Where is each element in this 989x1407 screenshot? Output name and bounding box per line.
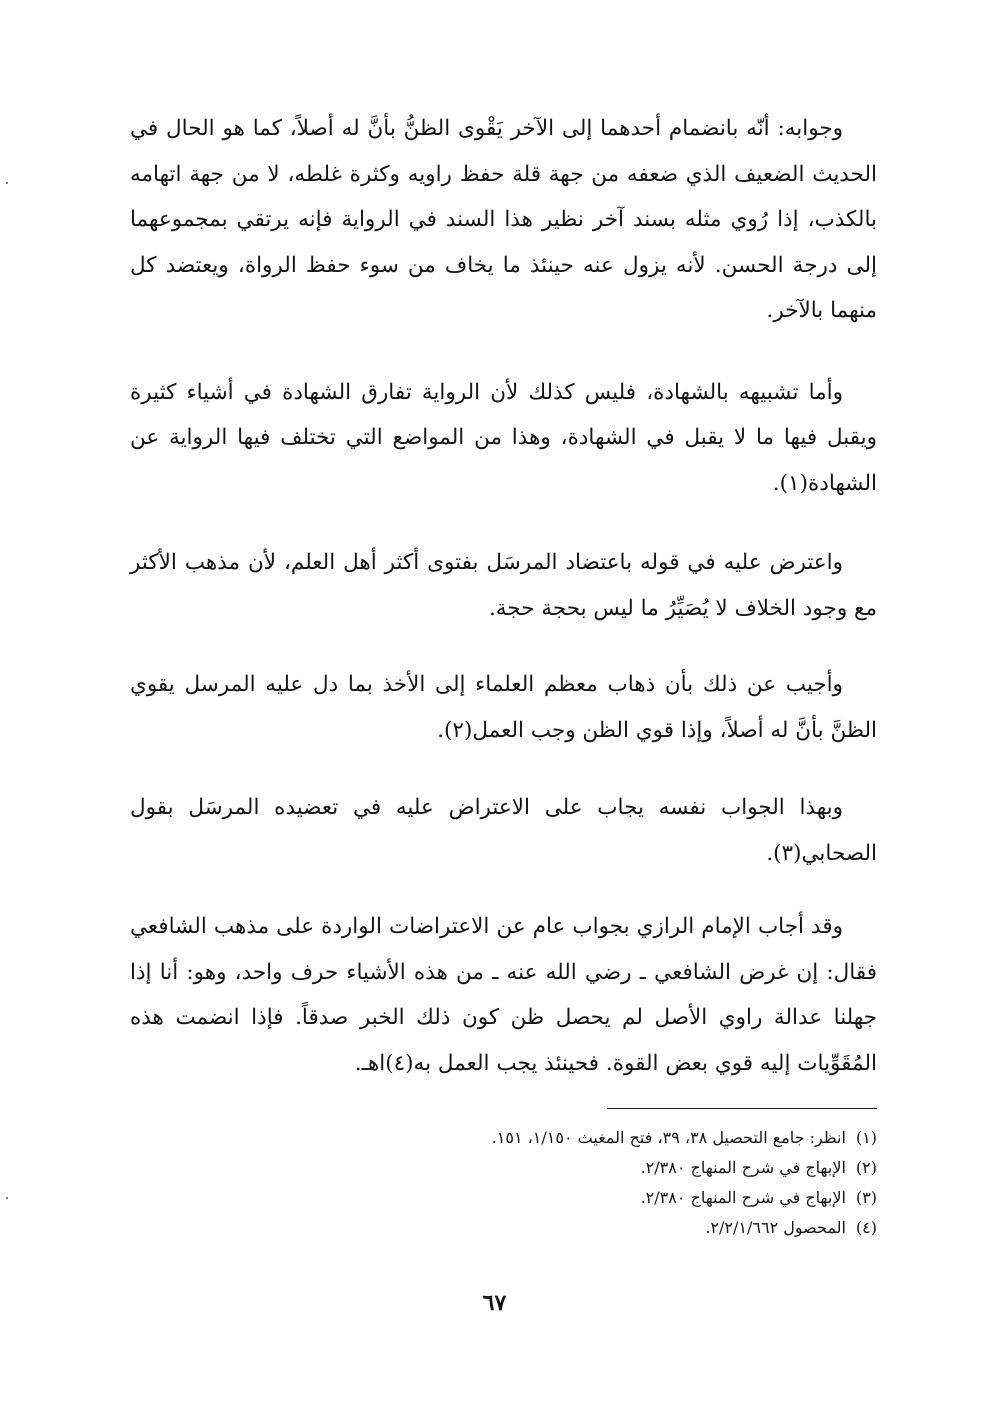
footnote-4 — [130, 1213, 877, 1243]
footnote-1 — [130, 1123, 877, 1153]
footnote-number: (٤) — [855, 1218, 877, 1237]
footnote-number: (٣) — [855, 1188, 877, 1207]
page-number: ٦٧ — [482, 1290, 507, 1316]
paragraph-5: وبهذا الجواب نفسه يجاب على الاعتراض عليه في تعضيده المرسَل بقول الصحابي(٣). — [130, 795, 877, 866]
paragraph-2: وأما تشبيهه بالشهادة، فليس كذلك لأن الرواية تفارق الشهادة في أشياء كثيرة ويقبل فيها ما لا يقبل في الشهادة، وهذا من المواضع التي تختلف فيها الرواية عن الشهادة(١). — [130, 379, 877, 496]
footnote-2 — [130, 1153, 877, 1183]
footnote-text: الإبهاج في شرح المنهاج ٢/٣٨٠. — [640, 1188, 846, 1207]
paragraph-3: واعترض عليه في قوله باعتضاد المرسَل بفتوى أكثر أهل العلم، لأن مذهب الأكثر مع وجود الخلاف لا يُصَيِّرُ ما ليس بحجة حجة. — [130, 550, 877, 621]
footnote-separator — [607, 1108, 877, 1109]
footnote-text: انظر: جامع التحصيل ٣٨، ٣٩، فتح المغيث ١/١٥٠، ١٥١. — [491, 1128, 846, 1147]
footnote-text: الإبهاج في شرح المنهاج ٢/٣٨٠. — [640, 1158, 846, 1177]
scan-speck — [6, 182, 8, 184]
footnote-number: (١) — [855, 1128, 877, 1147]
page-body — [130, 106, 877, 1243]
paragraph-4: وأجيب عن ذلك بأن ذهاب معظم العلماء إلى الأخذ بما دل عليه المرسل يقوي الظنَّ بأنَّ له أصلاً، وإذا قوي الظن وجب العمل(٢). — [130, 672, 877, 743]
paragraph-6: وقد أجاب الإمام الرازي بجواب عام عن الاعتراضات الواردة على مذهب الشافعي فقال: إن غرض الشافعي ـ رضي الله عنه ـ من هذه الأشياء حرف واحد، وهو: أنا إذا جهلنا عدالة راوي الأصل لم يحصل ظن كون ذلك الخبر صدقاً. فإذا انضمت هذه المُقَوِّيات إليه قوي بعض القوة. فحينئذ يجب العمل به(٤)اهـ. — [130, 914, 877, 1076]
scan-speck — [6, 1197, 8, 1199]
paragraph-1: وجوابه: أنّه بانضمام أحدهما إلى الآخر يَقْوى الظنُّ بأنَّ له أصلاً، كما هو الحال في الحديث الضعيف الذي ضعفه من جهة قلة حفظ راويه وكثرة غلطه، لا من جهة اتهامه بالكذب، إذا رُوي مثله بسند آخر نظير هذا السند في الرواية فإنه يرتقي بمجموعهما إلى درجة الحسن. لأنه يزول عنه حينئذ ما يخاف من سوء حفظ الرواة، ويعتضد كل منهما بالآخر. — [130, 116, 877, 323]
footnote-number: (٢) — [855, 1158, 877, 1177]
footnote-text: المحصول ٢/٢/١/٦٦٢. — [705, 1218, 846, 1237]
footnotes-list — [130, 1123, 877, 1243]
footnote-3 — [130, 1183, 877, 1213]
